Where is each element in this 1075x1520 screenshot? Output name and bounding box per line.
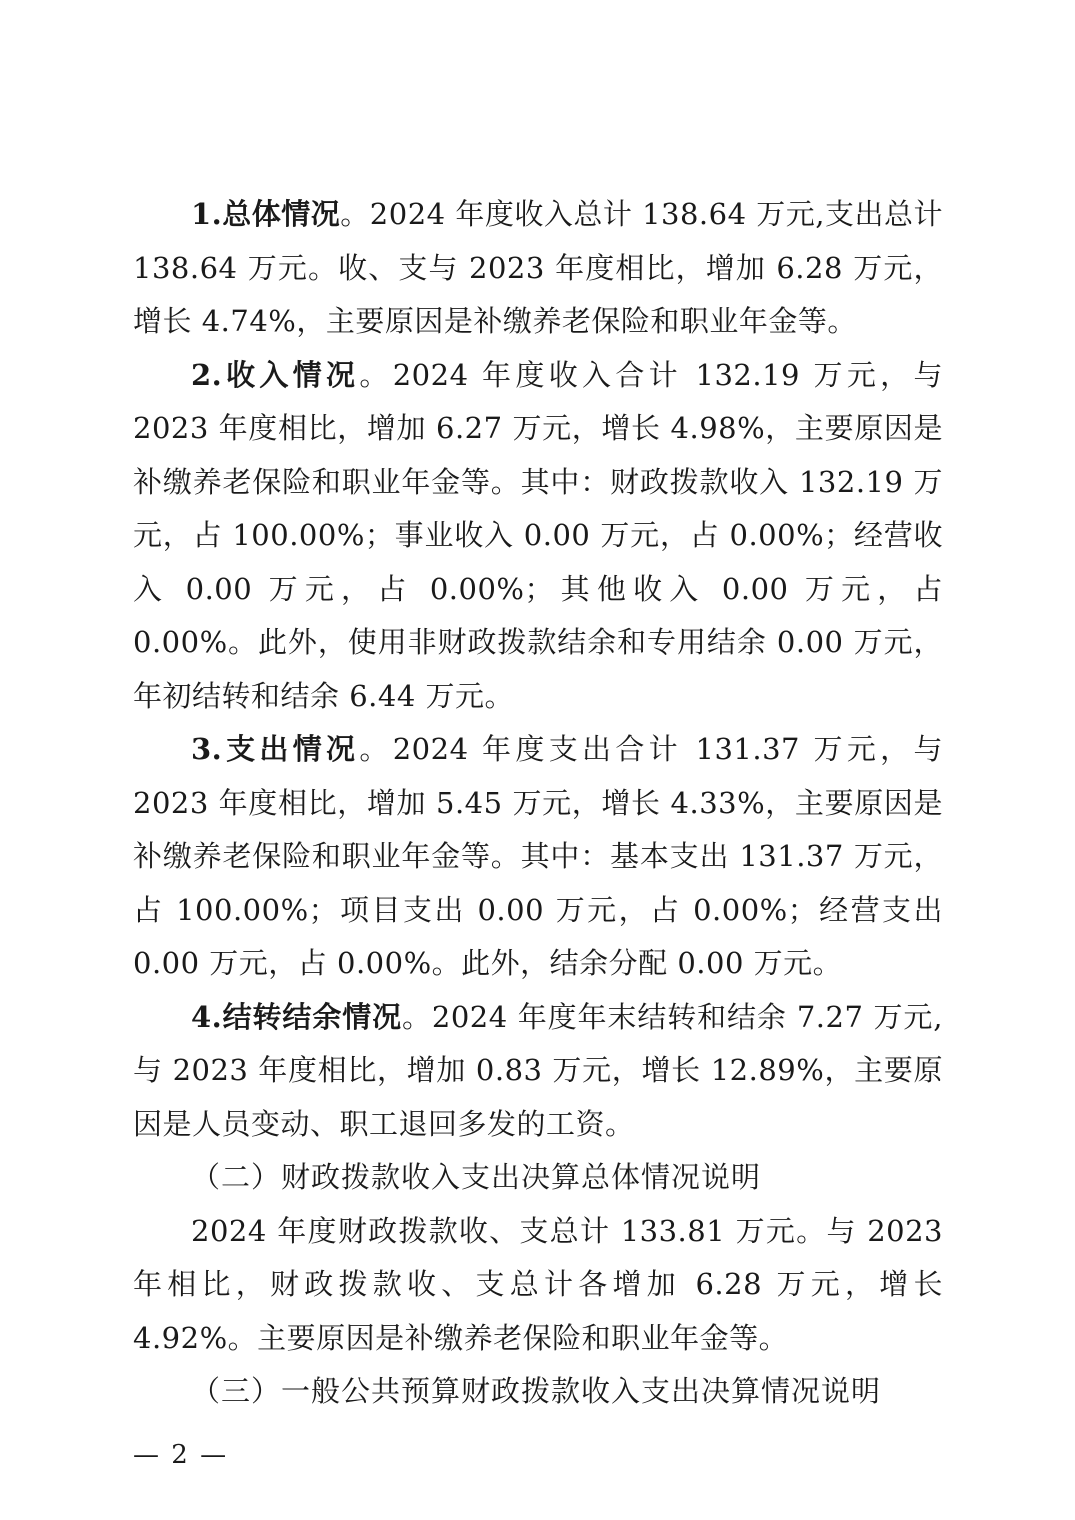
subsection-3-title: （三）一般公共预算财政拨款收入支出决算情况说明 xyxy=(191,1374,882,1408)
subsection-2-title: （二）财政拨款收入支出决算总体情况说明 xyxy=(191,1160,762,1194)
section-body-income: 。2024 年度收入合计 132.19 万元，与 2023 年度相比，增加 6.27 万元，增长 4.98%，主要原因是补缴养老保险和职业年金等。其中：财政拨款收入 132.19 万元，占 100.00%；事业收入 0.00 万元，占 0.00%；经营收入 0.00 万元，占 0.00%；其他收入 0.00 万元，占 0.00%。此外，使用非财政拨款结余和专用结余 0.00 万元，年初结转和结余 6.44 万元。 xyxy=(133,357,943,713)
section-heading-expenditure: 3.支出情况 xyxy=(191,732,360,766)
section-body-expenditure: 。2024 年度支出合计 131.37 万元，与 2023 年度相比，增加 5.45 万元，增长 4.33%，主要原因是补缴养老保险和职业年金等。其中：基本支出 131.37 万元，占 100.00%；项目支出 0.00 万元，占 0.00%；经营支出 0.00 万元，占 0.00%。此外，结余分配 0.00 万元。 xyxy=(133,732,943,980)
section-expenditure xyxy=(133,723,943,991)
section-body-carryover: 。2024 年度年末结转和结余 7.27 万元,与 2023 年度相比，增加 0.83 万元，增长 12.89%，主要原因是人员变动、职工退回多发的工资。 xyxy=(133,999,944,1141)
section-overall xyxy=(133,188,943,349)
section-carryover xyxy=(133,991,943,1152)
document-page xyxy=(133,188,943,1419)
subsection-2-body: 2024 年度财政拨款收、支总计 133.81 万元。与 2023 年相比，财政拨款收、支总计各增加 6.28 万元，增长 4.92%。主要原因是补缴养老保险和职业年金等。 xyxy=(133,1213,943,1355)
section-heading-overall: 1.总体情况 xyxy=(191,197,341,231)
section-heading-income: 2.收入情况 xyxy=(191,357,360,392)
section-body-overall: 。2024 年度收入总计 138.64 万元,支出总计 138.64 万元。收、支与 2023 年度相比，增加 6.28 万元，增长 4.74%，主要原因是补缴养老保险和职业年金等。 xyxy=(133,197,943,338)
page-number: — 2 — xyxy=(133,1440,229,1470)
section-heading-carryover: 4.结转结余情况 xyxy=(191,999,402,1034)
section-income xyxy=(133,349,943,724)
